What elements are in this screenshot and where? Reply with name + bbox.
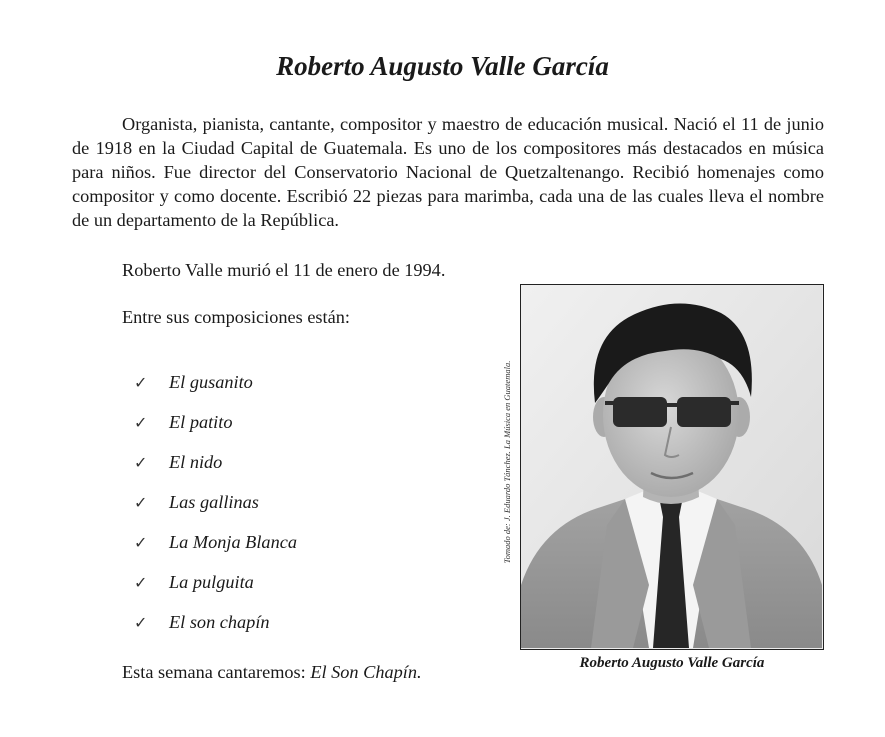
portrait-illustration: [521, 285, 822, 648]
week-song-prefix: Esta semana cantaremos:: [122, 662, 311, 682]
composition-title: El gusanito: [169, 371, 253, 392]
checkmark-icon: ✓: [134, 492, 148, 512]
biography-paragraph: Organista, pianista, cantante, compositor y maestro de educación musical. Nació el 11 de junio de 1918 en la Ciudad Capital de Guatemala. Es uno de los compositores más destacados en música para niños. Fue director del Conservatorio Nacional de Quetzaltenango. Recibió homenajes como compositor y como docente. Escribió 22 piezas para marimba, cada una de las cuales lleva el nombre de un departamento de la República.: [72, 114, 824, 230]
list-item: [134, 362, 297, 402]
checkmark-icon: ✓: [134, 532, 148, 552]
composition-title: El patito: [169, 411, 233, 432]
photo-credit: Tomado de: J. Eduardo Tánchez. La Música en Guatemala.: [502, 360, 512, 564]
compositions-intro: Entre sus composiciones están:: [122, 307, 350, 327]
composition-title: El nido: [169, 451, 223, 472]
death-statement: Roberto Valle murió el 11 de enero de 1994.: [122, 260, 446, 280]
compositions-list: [134, 362, 297, 642]
list-item: [134, 562, 297, 602]
list-item: [134, 482, 297, 522]
page-title: Roberto Augusto Valle García: [276, 51, 609, 81]
list-item: [134, 442, 297, 482]
composition-title: La Monja Blanca: [169, 531, 297, 552]
list-item: [134, 402, 297, 442]
composition-title: El son chapín: [169, 611, 270, 632]
checkmark-icon: ✓: [134, 612, 148, 632]
checkmark-icon: ✓: [134, 572, 148, 592]
checkmark-icon: ✓: [134, 372, 148, 392]
week-song-line: [122, 660, 422, 684]
photo-caption: Roberto Augusto Valle García: [579, 655, 765, 671]
composition-title: La pulguita: [169, 571, 254, 592]
checkmark-icon: ✓: [134, 452, 148, 472]
list-item: [134, 522, 297, 562]
checkmark-icon: ✓: [134, 412, 148, 432]
portrait-photo: [520, 284, 824, 650]
list-item: [134, 602, 297, 642]
composition-title: Las gallinas: [169, 491, 259, 512]
week-song-title: El Son Chapín.: [310, 662, 422, 682]
